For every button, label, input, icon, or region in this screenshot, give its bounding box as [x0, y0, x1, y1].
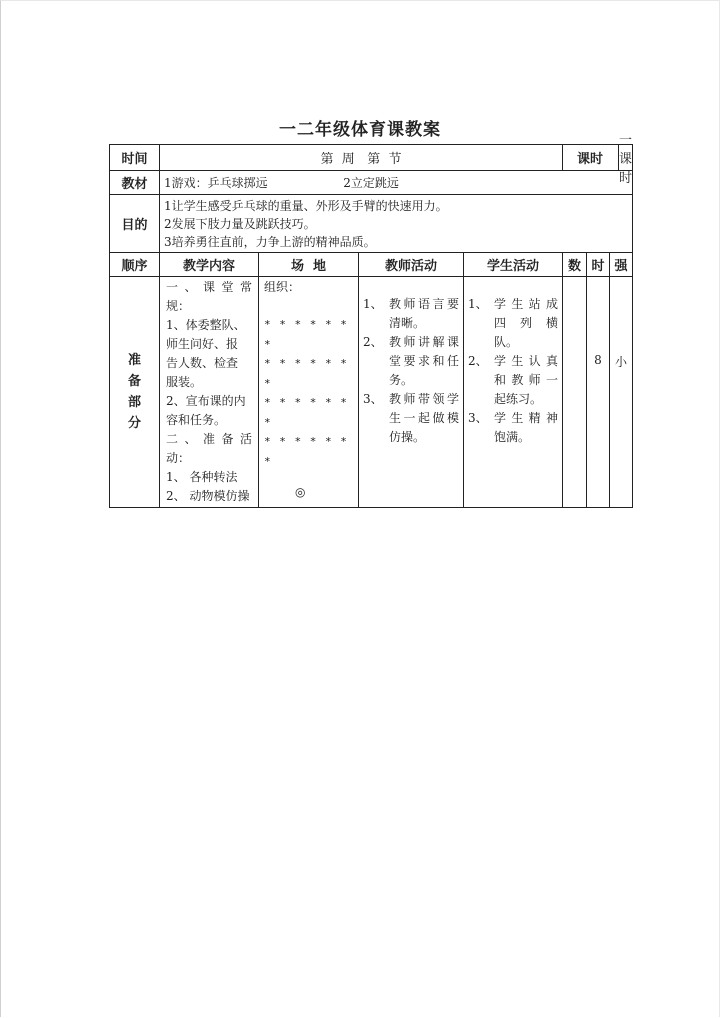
goals-row: [110, 195, 633, 253]
class-hours-cell: [563, 133, 633, 186]
document-title: 一二年级体育课教案: [279, 120, 441, 140]
content-line: 告人数、检查: [166, 356, 239, 370]
teacher-activity-item-text: [389, 390, 459, 447]
student-activity-item-number: 3、: [468, 411, 488, 425]
student-activity-item: [468, 409, 558, 447]
teacher-activity-item-line: 教师讲解课: [389, 335, 459, 349]
formation-row: * * * * * * *: [264, 318, 348, 351]
content-line: 容和任务。: [166, 413, 227, 427]
prep-count-cell: [563, 277, 587, 508]
section-label-char: 准: [127, 353, 141, 368]
prep-section-row: [110, 277, 633, 508]
content-line: 服装。: [166, 375, 203, 389]
materials-item-2: 2立定跳远: [343, 176, 399, 190]
col-order: 顺序: [110, 253, 160, 277]
student-activity-item: [468, 352, 558, 409]
content-line: 一、课堂常: [166, 280, 252, 294]
teacher-activity-item-number: 1、: [363, 297, 383, 311]
class-hours-value: 一课时: [619, 133, 633, 186]
teacher-activity-item: [363, 295, 459, 333]
section-label-char: 备: [127, 374, 141, 389]
class-hours-label: 课时: [562, 145, 619, 170]
prep-section-label: [110, 350, 159, 434]
time-label: 时间: [110, 145, 160, 171]
col-count: 数: [563, 253, 587, 277]
col-teacher: 教师活动: [359, 253, 464, 277]
column-header-row: [110, 253, 633, 277]
teacher-activity-item-number: 2、: [363, 335, 383, 349]
teacher-activity-item: [363, 390, 459, 447]
formation-row: * * * * * * *: [264, 396, 348, 429]
goals-cell: [160, 195, 633, 253]
teacher-activity-item-line: 教师带领学: [389, 392, 459, 406]
goal-line: 2发展下肢力量及跳跃技巧。: [164, 216, 316, 231]
student-activity-item-text: [494, 409, 558, 447]
prep-content-cell: [160, 277, 259, 508]
organization-label: 组织：: [264, 280, 301, 294]
prep-venue-cell: [259, 277, 359, 508]
student-activity-list: [464, 277, 562, 447]
teacher-activity-item: [363, 333, 459, 390]
col-intensity: 强: [610, 253, 633, 277]
teacher-activity-list: [359, 277, 463, 447]
student-activity-item-line: 和教师一: [494, 373, 558, 387]
student-activity-item-line: 学生认真: [494, 354, 558, 368]
content-line: 动：: [166, 451, 191, 465]
student-activity-item-text: [494, 295, 558, 352]
content-line: 2、宣布课的内: [166, 394, 246, 408]
col-content: 教学内容: [160, 253, 259, 277]
student-activity-item-line: 饱满。: [494, 430, 531, 444]
student-activity-item-line: 学生站成: [494, 297, 558, 311]
materials-row: [110, 171, 633, 195]
teacher-activity-item-number: 3、: [363, 392, 383, 406]
materials-item-1: 1游戏：乒乓球掷远: [164, 176, 268, 190]
teacher-activity-item-line: 务。: [389, 373, 414, 387]
goals-label: 目的: [110, 195, 160, 253]
teacher-activity-item-line: 教师语言要: [389, 297, 459, 311]
content-line: 1、体委整队、: [166, 318, 246, 332]
materials-cell: [160, 171, 633, 195]
teacher-activity-item-line: 生一起做模: [389, 411, 459, 425]
section-label-char: 部: [127, 395, 141, 410]
teacher-activity-item-line: 清晰。: [389, 316, 426, 330]
prep-time-cell: 8: [587, 277, 610, 508]
week-period-text: 第 周 第 节: [320, 152, 402, 167]
formation-row: * * * * * * *: [264, 435, 348, 468]
teacher-activity-item-line: 仿操。: [389, 430, 426, 444]
student-activity-item-line: 学生精神: [494, 411, 558, 425]
content-line: 1、 各种转法: [166, 470, 238, 484]
prep-student-cell: [464, 277, 563, 508]
teacher-activity-item-text: [389, 333, 459, 390]
week-period-cell: [160, 145, 563, 171]
content-line: 二、准备活: [166, 432, 252, 446]
student-activity-item-line: 队。: [494, 335, 519, 349]
prep-teacher-cell: [359, 277, 464, 508]
header-row: [110, 145, 633, 171]
formation-row: * * * * * * *: [264, 357, 348, 390]
student-activity-item-line: 四 列 横: [494, 316, 558, 330]
col-time: 时: [587, 253, 610, 277]
content-line: 师生问好、报: [166, 337, 239, 351]
col-venue: 场 地: [259, 253, 359, 277]
student-activity-item-line: 起练习。: [494, 392, 543, 406]
lesson-plan-table: [109, 133, 633, 508]
goal-line: 3培养勇往直前，力争上游的精神品质。: [164, 234, 376, 249]
student-activity-item-number: 2、: [468, 354, 488, 368]
content-line: 规：: [166, 299, 191, 313]
col-student: 学生活动: [464, 253, 563, 277]
prep-section-label-cell: [110, 277, 160, 508]
teacher-position-mark: ◎: [295, 485, 306, 499]
student-activity-item: [468, 295, 558, 352]
teacher-activity-item-line: 堂要求和任: [389, 354, 459, 368]
content-line: 2、 动物模仿操: [166, 489, 250, 503]
student-activity-item-text: [494, 352, 558, 409]
teacher-activity-item-text: [389, 295, 459, 333]
section-label-char: 分: [127, 416, 141, 431]
student-activity-item-number: 1、: [468, 297, 488, 311]
materials-label: 教材: [110, 171, 160, 195]
prep-intensity-cell: 小: [610, 277, 633, 508]
goal-line: 1让学生感受乒乓球的重量、外形及手臂的快速用力。: [164, 198, 448, 213]
